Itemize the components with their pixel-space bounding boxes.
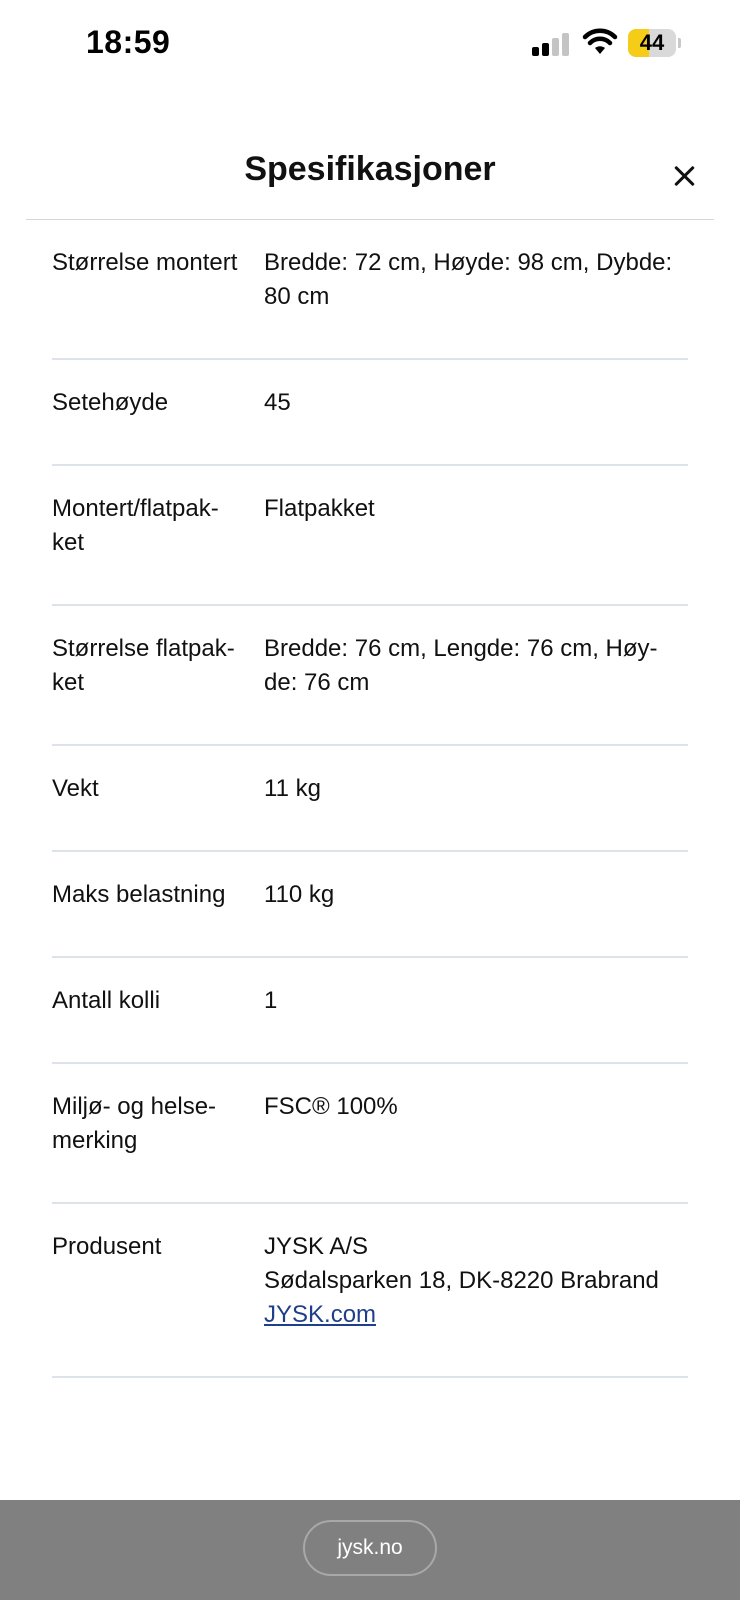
spec-value-line: 11 kg: [264, 775, 321, 802]
spec-value: [264, 772, 688, 806]
spec-row: [52, 1204, 688, 1378]
spec-label: [52, 1090, 264, 1158]
battery-percent: 44: [639, 30, 665, 55]
spec-value-line: 110 kg: [264, 881, 335, 908]
spec-value: [264, 386, 688, 420]
page-title: Spesifikasjoner: [244, 150, 496, 188]
spec-label-line: ket: [52, 529, 85, 556]
spec-row: [52, 360, 688, 466]
spec-label: Antall kolli: [52, 987, 161, 1014]
spec-value-line: Flatpakket: [264, 495, 375, 522]
spec-label: Maks belastning: [52, 881, 226, 908]
spec-value: [264, 632, 688, 700]
battery-icon: [628, 29, 680, 57]
spec-label-line: merking: [52, 1127, 138, 1154]
spec-value-line: Bredde: 72 cm, Høyde: 98 cm, Dybde:: [264, 249, 673, 276]
spec-value-line: FSC® 100%: [264, 1093, 398, 1120]
spec-value-line: 45: [264, 389, 291, 416]
spec-row: [52, 466, 688, 606]
spec-value: [264, 878, 688, 912]
spec-row: [52, 1064, 688, 1204]
spec-label-line: Montert/flatpak-: [52, 495, 219, 522]
spec-row: [52, 220, 688, 360]
browser-bottom-bar: [0, 1500, 740, 1600]
wifi-icon: [582, 28, 618, 56]
status-time: 18:59: [86, 24, 171, 60]
spec-label: [52, 632, 264, 700]
spec-row: [52, 852, 688, 958]
spec-label: Størrelse montert: [52, 249, 238, 276]
specifications-list: [52, 220, 688, 1378]
spec-label-line: Miljø- og helse-: [52, 1093, 217, 1120]
spec-value: [264, 246, 688, 314]
spec-row: [52, 606, 688, 746]
spec-value-line: de: 76 cm: [264, 669, 370, 696]
spec-value: [264, 1230, 688, 1332]
spec-value-line: 1: [264, 987, 278, 1014]
spec-label-line: Størrelse flatpak-: [52, 635, 235, 662]
spec-label: [52, 492, 264, 560]
spec-row: [52, 958, 688, 1064]
spec-label: Vekt: [52, 775, 99, 802]
spec-value-line: Sødalsparken 18, DK-8220 Brabrand: [264, 1267, 659, 1294]
spec-value: [264, 1090, 688, 1158]
spec-value-line: JYSK A/S: [264, 1233, 369, 1260]
close-icon[interactable]: [668, 160, 700, 192]
spec-value-line: 80 cm: [264, 283, 330, 310]
spec-value: [264, 984, 688, 1018]
url-address-pill[interactable]: jysk.no: [303, 1520, 437, 1576]
spec-row: [52, 746, 688, 852]
spec-value: [264, 492, 688, 560]
spec-label-line: ket: [52, 669, 85, 696]
cellular-signal-icon: [532, 32, 572, 56]
spec-label: Setehøyde: [52, 389, 169, 416]
status-bar: [0, 0, 740, 88]
spec-label: Produsent: [52, 1233, 162, 1260]
sheet-header: [0, 130, 740, 220]
spec-value-line: Bredde: 76 cm, Lengde: 76 cm, Høy-: [264, 635, 658, 662]
manufacturer-link[interactable]: JYSK.com: [264, 1301, 377, 1328]
